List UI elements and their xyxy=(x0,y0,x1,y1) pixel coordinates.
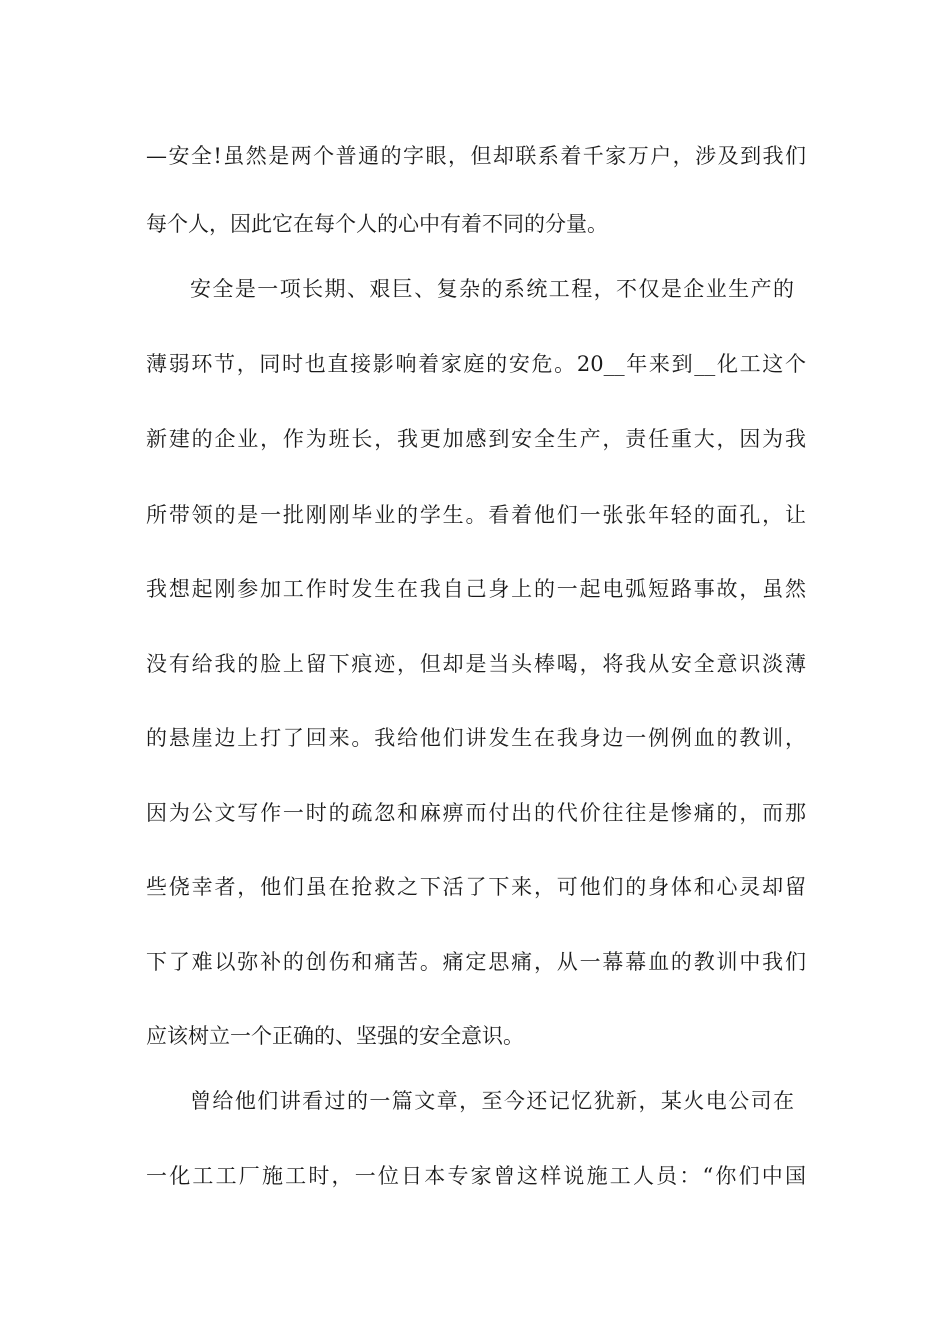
text-line: 所带领的是一批刚刚毕业的学生。看着他们一张张年轻的面孔，让 xyxy=(146,503,806,527)
text-line: —安全!虽然是两个普通的字眼，但却联系着千家万户，涉及到我们 xyxy=(146,144,806,168)
text-line: 些侥幸者，他们虽在抢救之下活了下来，可他们的身体和心灵却留 xyxy=(146,875,806,899)
text-line: 我想起刚参加工作时发生在我自己身上的一起电弧短路事故，虽然 xyxy=(146,577,806,601)
text-line: 因为公文写作一时的疏忽和麻痹而付出的代价往往是惨痛的，而那 xyxy=(146,801,806,825)
text-line: 薄弱环节，同时也直接影响着家庭的安危。20__年来到__化工这个 xyxy=(146,352,806,376)
paragraph-first-line: 安全是一项长期、艰巨、复杂的系统工程，不仅是企业生产的 xyxy=(190,277,794,301)
text-line: 下了难以弥补的创伤和痛苦。痛定思痛，从一幕幕血的教训中我们 xyxy=(146,950,806,974)
paragraph-first-line: 曾给他们讲看过的一篇文章，至今还记忆犹新，某火电公司在 xyxy=(190,1089,794,1113)
text-line: 每个人，因此它在每个人的心中有着不同的分量。 xyxy=(146,212,608,236)
text-line: 新建的企业，作为班长，我更加感到安全生产，责任重大，因为我 xyxy=(146,427,806,451)
text-line: 一化工工厂施工时，一位日本专家曾这样说施工人员：“你们中国 xyxy=(146,1164,806,1188)
text-line: 的悬崖边上打了回来。我给他们讲发生在我身边一例例血的教训， xyxy=(146,726,806,750)
text-line: 没有给我的脸上留下痕迹，但却是当头棒喝，将我从安全意识淡薄 xyxy=(146,652,806,676)
text-line: 应该树立一个正确的、坚强的安全意识。 xyxy=(146,1024,524,1048)
